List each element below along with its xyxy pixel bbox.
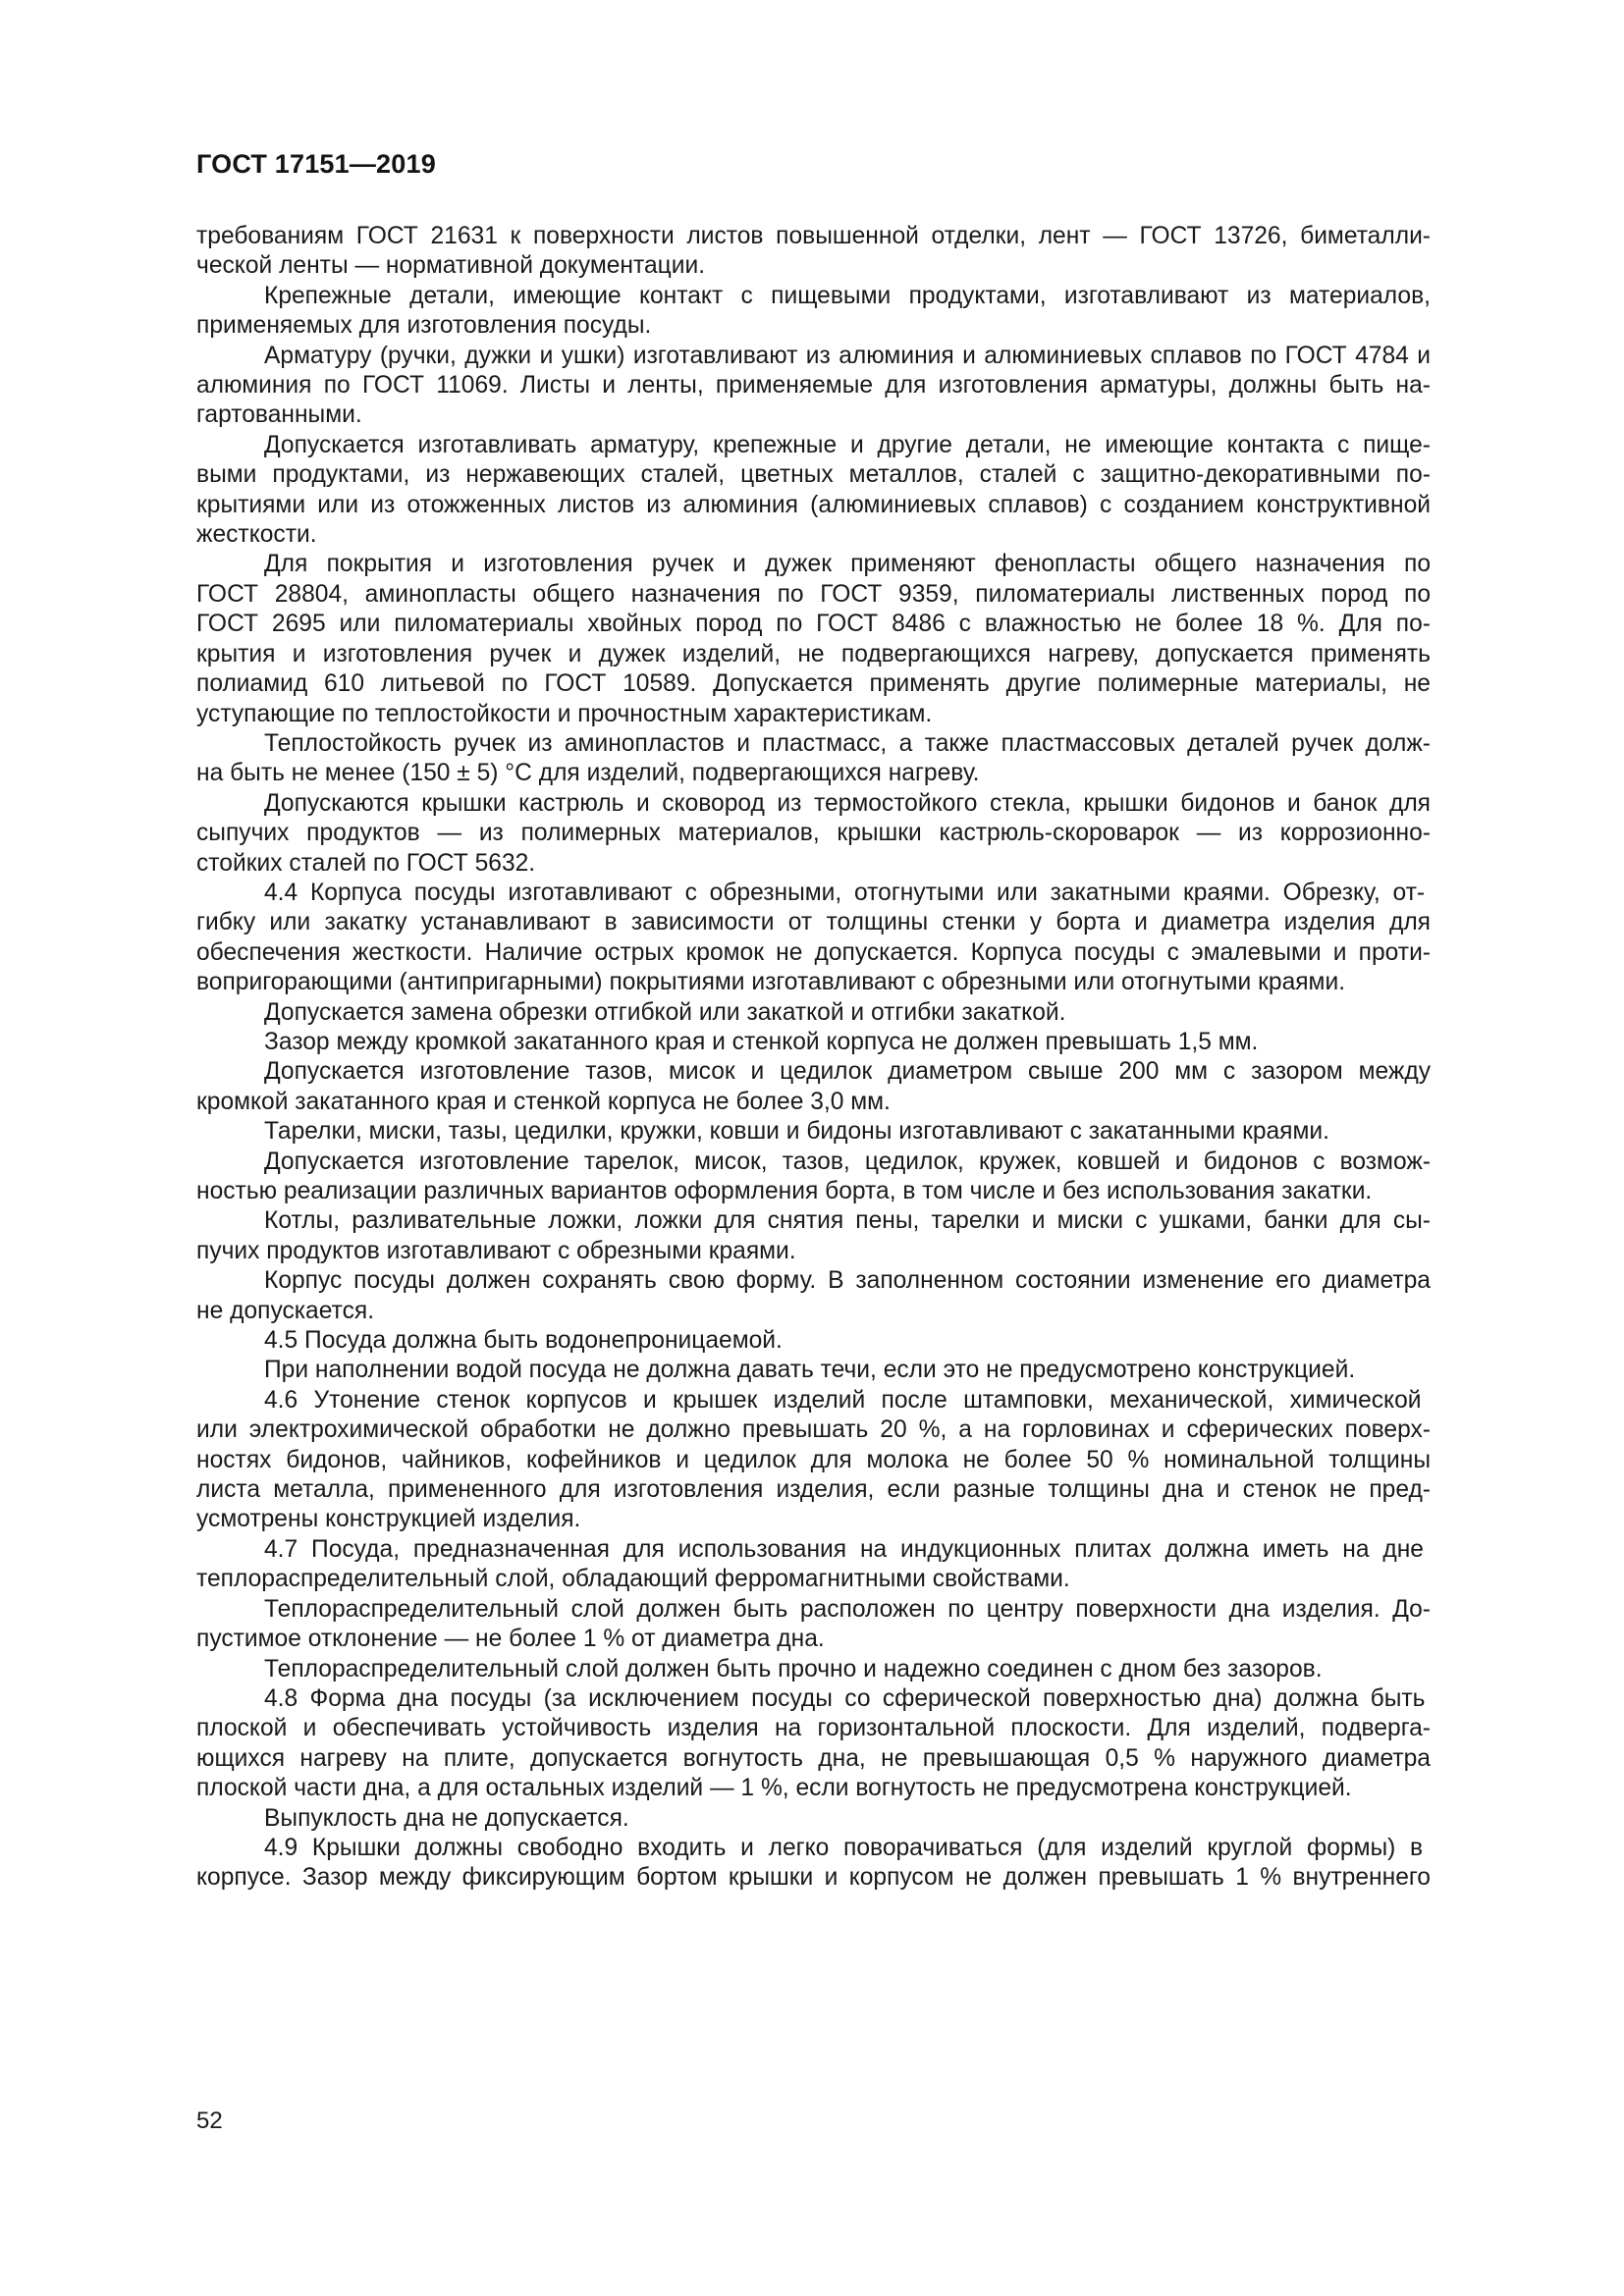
paragraph-line: Теплораспределительный слой должен быть прочно и надежно соединен с дном без зазоров. (264, 1655, 1323, 1682)
paragraph-line: Допускается изготовление тарелок, мисок, тазов, цедилок, кружек, ковшей и бидонов с возмож- (264, 1148, 1431, 1175)
paragraph (196, 1595, 1431, 1655)
paragraph (196, 1206, 1431, 1266)
paragraph-line: уступающие по теплостойкости и прочностным характеристикам. (196, 700, 933, 727)
paragraph-line: Крепежные детали, имеющие контакт с пищевыми продуктами, изготавливают из материалов, (264, 282, 1431, 309)
paragraph (196, 1834, 1431, 1894)
paragraph (196, 342, 1431, 431)
document-body (196, 222, 1431, 1894)
paragraph-line: ностях бидонов, чайников, кофейников и цедилок для молока не более 50 % номинальной толщины (196, 1446, 1431, 1473)
paragraph-line: теплораспределительный слой, обладающий ферромагнитными свойствами. (196, 1566, 1070, 1593)
paragraph-line: ющихся нагреву на плите, допускается вогнутость дна, не превышающая 0,5 % наружного диаметра (196, 1744, 1431, 1772)
paragraph (196, 879, 1431, 998)
paragraph (196, 789, 1431, 879)
paragraph-line: обеспечения жесткости. Наличие острых кромок не допускается. Корпуса посуды с эмалевыми и проти- (196, 938, 1431, 966)
paragraph-line: крытия и изготовления ручек и дужек изделий, не подвергающихся нагреву, допускается применять (196, 640, 1431, 667)
paragraph-line: При наполнении водой посуда не должна давать течи, если это не предусмотрено конструкцией. (264, 1357, 1356, 1384)
paragraph (196, 1535, 1431, 1595)
paragraph-line: Допускается изготовление тазов, мисок и цедилок диаметром свыше 200 мм с зазором между (264, 1058, 1431, 1086)
paragraph (196, 1684, 1431, 1804)
paragraph (196, 1057, 1431, 1117)
paragraph-line: Зазор между кромкой закатанного края и стенкой корпуса не должен превышать 1,5 мм. (264, 1028, 1259, 1055)
paragraph-line: усмотрены конструкцией изделия. (196, 1506, 581, 1533)
paragraph (196, 1804, 1431, 1834)
paragraph-line: кромкой закатанного края и стенкой корпуса не более 3,0 мм. (196, 1088, 891, 1115)
paragraph-line: 4.7 Посуда, предназначенная для использования на индукционных плитах должна иметь на дне (264, 1535, 1424, 1563)
paragraph-line: жесткости. (196, 521, 317, 549)
paragraph-line: крытиями или из отожженных листов из алюминия (алюминиевых сплавов) с созданием конструктивной (196, 491, 1431, 518)
paragraph-line: Допускаются крышки кастрюль и сковород из термостойкого стекла, крышки бидонов и банок для (264, 789, 1431, 817)
paragraph-line: Выпуклость дна не допускается. (264, 1804, 629, 1832)
paragraph-line: плоской и обеспечивать устойчивость изделия на горизонтальной плоскости. Для изделий, подверга- (196, 1715, 1431, 1742)
document-header-title: ГОСТ 17151—2019 (196, 149, 436, 179)
paragraph-line: не допускается. (196, 1297, 375, 1324)
paragraph-line: корпусе. Зазор между фиксирующим бортом крышки и корпусом не должен превышать 1 % внутреннего (196, 1864, 1431, 1892)
paragraph-line: ГОСТ 28804, аминопласты общего назначения по ГОСТ 9359, пиломатериалы лиственных пород по (196, 580, 1431, 608)
page-number: 52 (196, 2108, 223, 2134)
paragraph-line: Корпус посуды должен сохранять свою форму. В заполненном состоянии изменение его диаметра (264, 1267, 1431, 1295)
paragraph (196, 729, 1431, 789)
paragraph-line: пустимое отклонение — не более 1 % от диаметра дна. (196, 1626, 825, 1653)
paragraph-line: гибку или закатку устанавливают в зависимости от толщины стенки у борта и диаметра изделия для (196, 909, 1431, 936)
paragraph-line: 4.4 Корпуса посуды изготавливают с обрезными, отогнутыми или закатными краями. Обрезку, от- (264, 879, 1426, 906)
paragraph (196, 1028, 1431, 1057)
paragraph-line: ческой ленты — нормативной документации. (196, 252, 706, 280)
paragraph (196, 550, 1431, 728)
paragraph-line: Для покрытия и изготовления ручек и дужек применяют фенопласты общего назначения по (264, 551, 1431, 578)
paragraph (196, 222, 1431, 282)
paragraph-line: вопригорающими (антипригарными) покрытиями изготавливают с обрезными или отогнутыми краями. (196, 969, 1346, 996)
paragraph-line: Арматуру (ручки, дужки и ушки) изготавливают из алюминия и алюминиевых сплавов по ГОСТ 4784 и (264, 342, 1431, 369)
paragraph-line: Котлы, разливательные ложки, ложки для снятия пены, тарелки и миски с ушками, банки для сы- (264, 1207, 1431, 1235)
paragraph-line: Допускается замена обрезки отгибкой или закаткой и отгибки закаткой. (264, 998, 1066, 1026)
paragraph-line: алюминия по ГОСТ 11069. Листы и ленты, применяемые для изготовления арматуры, должны быть на- (196, 372, 1431, 400)
paragraph-line: 4.8 Форма дна посуды (за исключением посуды со сферической поверхностью дна) должна быть (264, 1684, 1426, 1712)
paragraph-line: 4.9 Крышки должны свободно входить и легко поворачиваться (для изделий круглой формы) в (264, 1834, 1424, 1861)
paragraph (196, 1148, 1431, 1207)
paragraph-line: или электрохимической обработки не должно превышать 20 %, а на горловинах и сферических поверх- (196, 1416, 1431, 1444)
paragraph-line: требованиям ГОСТ 21631 к поверхности листов повышенной отделки, лент — ГОСТ 13726, биметалли- (196, 223, 1431, 249)
paragraph-line: 4.5 Посуда должна быть водонепроницаемой. (264, 1327, 783, 1355)
paragraph (196, 1266, 1431, 1326)
paragraph-line: на быть не менее (150 ± 5) °C для изделий, подвергающихся нагреву. (196, 760, 980, 787)
paragraph (196, 282, 1431, 342)
paragraph (196, 998, 1431, 1028)
paragraph-line: Тарелки, миски, тазы, цедилки, кружки, ковши и бидоны изготавливают с закатанными краями. (264, 1118, 1329, 1146)
paragraph-line: ностью реализации различных вариантов оформления борта, в том числе и без использования закатки. (196, 1178, 1373, 1204)
paragraph-line: Теплостойкость ручек из аминопластов и пластмасс, а также пластмассовых деталей ручек долж- (264, 729, 1431, 757)
paragraph (196, 1386, 1431, 1535)
paragraph (196, 1655, 1431, 1684)
paragraph-line: листа металла, примененного для изготовления изделия, если разные толщины дна и стенок не пред- (196, 1476, 1431, 1504)
paragraph (196, 1356, 1431, 1385)
paragraph-line: Теплораспределительный слой должен быть расположен по центру поверхности дна изделия. До- (264, 1595, 1431, 1623)
paragraph-line: плоской части дна, а для остальных изделий — 1 %, если вогнутость не предусмотрена конструкцией. (196, 1775, 1352, 1802)
paragraph-line: сыпучих продуктов — из полимерных материалов, крышки кастрюль-скороварок — из коррозионно- (196, 820, 1431, 847)
paragraph (196, 1326, 1431, 1356)
paragraph-line: пучих продуктов изготавливают с обрезными краями. (196, 1237, 796, 1264)
paragraph (196, 1117, 1431, 1147)
paragraph-line: 4.6 Утонение стенок корпусов и крышек изделий после штамповки, механической, химической (264, 1386, 1422, 1414)
paragraph (196, 431, 1431, 551)
paragraph-line: ГОСТ 2695 или пиломатериалы хвойных пород по ГОСТ 8486 с влажностью не более 18 %. Для по- (196, 611, 1431, 638)
paragraph-line: выми продуктами, из нержавеющих сталей, цветных металлов, сталей с защитно-декоративными по- (196, 461, 1431, 489)
paragraph-line: гартованными. (196, 401, 362, 429)
paragraph-line: применяемых для изготовления посуды. (196, 312, 652, 340)
paragraph-line: Допускается изготавливать арматуру, крепежные и другие детали, не имеющие контакта с пище- (264, 431, 1431, 458)
paragraph-line: полиамид 610 литьевой по ГОСТ 10589. Допускается применять другие полимерные материалы, не (196, 670, 1431, 698)
paragraph-line: стойких сталей по ГОСТ 5632. (196, 849, 536, 877)
